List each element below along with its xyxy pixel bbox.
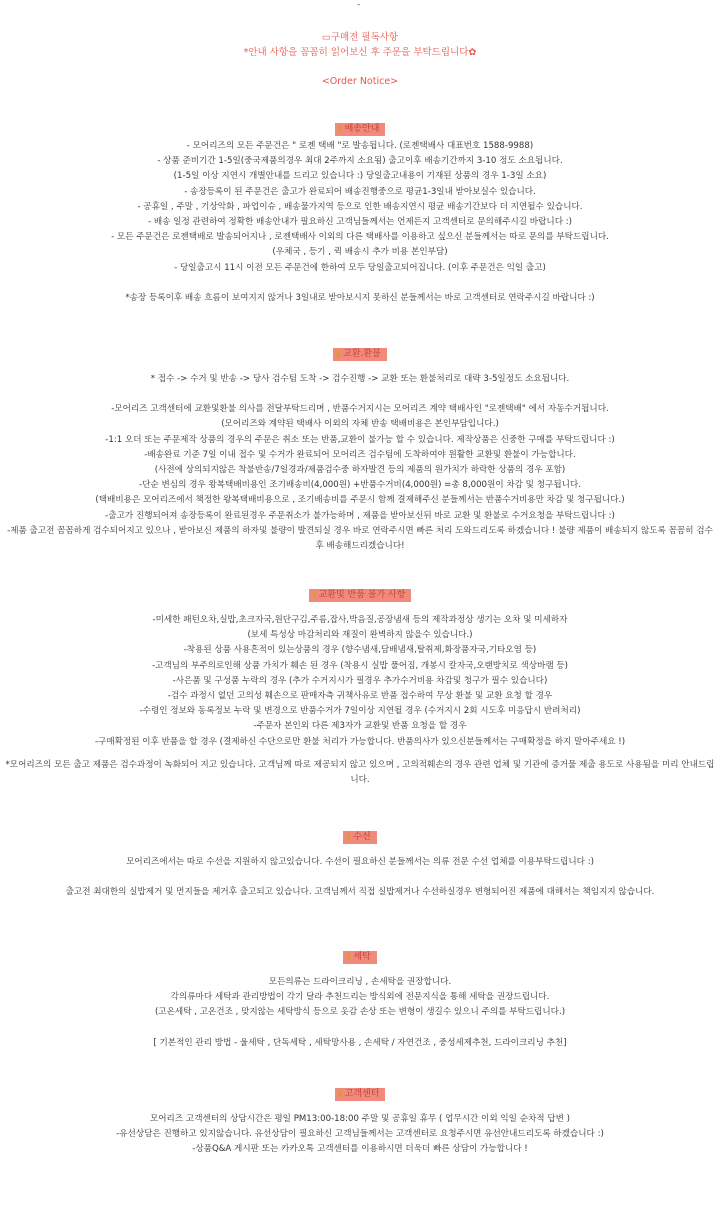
shipping-line: (우체국 , 등기 , 퀵 배송시 추가 비용 본인부담) (272, 247, 448, 258)
exchange-line: (사전에 상의되지않은 착불반송/7일경과/제품검수중 하자발견 등의 제품의 원가치가 하락한 상품의 경우 포함) (154, 465, 566, 476)
customer-center-line: 모어리즈 고객센터의 상담시간은 평일 PM13:00-18:00 주말 및 공휴일 휴무 ( 업무시간 이외 익일 순차적 답변 ) (149, 1114, 571, 1124)
shipping-line: - 상품 준비기간 1-5일(중국제품의경우 최대 2주까지 소요됨) 출고이후 배송기간까지 3-10 정도 소요됩니다. (157, 156, 563, 167)
shipping-heading-label: 배송안내 (344, 124, 380, 134)
laundry-line: 각의류마다 세탁과 관리방법이 각기 달라 추천드리는 방식외에 전문지식을 통해 세탁을 권장드립니다. (170, 992, 550, 1003)
no-exchange-line: -미세한 패턴오차,실밥,초크자국,원단구김,주름,잡사,박음질,공장냄새 등의 제작과정상 생기는 오차 및 미세하자 (152, 615, 568, 625)
customer-center-line: -유선상담은 진행하고 있지않습니다. 유선상담이 필요하신 고객님들께서는 고객센터로 요청주시면 유선안내드리도록 하겠습니다 :) (116, 1129, 604, 1140)
repair-heading-label: 수선 (353, 832, 371, 842)
spacer (0, 750, 720, 758)
exchange-line: -단순 변심의 경우 왕복택배비용인 조기배송비(4,000원) +반품수거비(4,000원) =총 8,000원이 차감 및 청구됩니다. (139, 480, 581, 491)
spacer (0, 364, 720, 372)
laundry-heading (343, 951, 376, 964)
exchange-line: -제품 출고전 꼼꼼하게 검수되어지고 있으나 , 받아보신 제품의 하자및 불량이 발견되실 경우 바로 연락주시면 빠른 처리 도와드리도록 하겠습니다 ! 불량 제품이 배송되지 않도록 꼼꼼히 검수 후 배송해드리겠습니다! (7, 525, 713, 552)
laundry-line: (고온세탁 , 고온건조 , 맞지않는 세탁방식 등으로 옷감 손상 또는 변형이 생길수 있으니 주의를 부탁드립니다.) (154, 1007, 566, 1018)
no-exchange-heading (309, 589, 412, 602)
exchange-heading-label: 교환.환불 (343, 349, 381, 359)
customer-center-line: -상품Q&A 게시판 또는 카카오톡 고객센터를 이용하시면 더욱더 빠른 상담이 가능합니다 ! (192, 1144, 528, 1155)
intro-subtitle: *안내 사항을 꼼꼼히 읽어보신 후 주문을 부탁드립니다✿ (243, 47, 477, 58)
exchange-section (0, 347, 720, 554)
heading-marker-icon (347, 833, 350, 840)
no-exchange-note: *모어리즈의 모든 출고 제품은 검수과정이 녹화되어 지고 있습니다. 고객님께 따로 제공되지 않고 있으며 , 고의적훼손의 경우 관련 업체 및 기관에 증거물 제출 용도로 사용됨을 미리 안내드립니다. (5, 759, 715, 786)
exchange-line: -모어리즈 고객센터에 교환및환불 의사를 전달부탁드리며 , 반품수거지시는 모어리즈 계약 택배사인 "로젠택배" 에서 자동수거됩니다. (111, 404, 609, 415)
shipping-note: *송장 등록이후 배송 흐름이 보여지지 않거나 3일내로 받아보시지 못하신 분들께서는 바로 고객센터로 연락주시길 바랍니다 :) (125, 292, 595, 303)
customer-center-heading (335, 1088, 386, 1101)
exchange-line: -출고가 진행되어져 송장등록이 완료된경우 주문취소가 불가능하며 , 제품을 받아보신뒤 바로 교환 및 환불로 수거요청을 부탁드립니다 :) (105, 510, 615, 521)
spacer (0, 387, 720, 402)
shipping-line: - 당일출고시 11시 이전 모든 주문건에 한하여 모두 당일출고되어집니다. (이후 주문건은 익일 출고) (174, 262, 546, 273)
intro-title: ▭구매전 필독사항 (321, 32, 399, 43)
order-notice-title: <Order Notice> (321, 76, 399, 87)
exchange-line: -1:1 오더 또는 주문제작 상품의 경우의 주문은 취소 또는 반품,교환이 불가능 할 수 있습니다. 제작상품은 신중한 구매를 부탁드립니다 :) (105, 434, 615, 445)
heading-marker-icon (313, 591, 316, 598)
spacer (0, 870, 720, 885)
shipping-line: - 배송 일정 관련하여 정확한 배송안내가 필요하신 고객님들께서는 언제든지 고객센터로 문의해주시길 바랍니다 :) (147, 217, 572, 228)
shipping-line: (1-5일 이상 지연시 개별안내를 드리고 있습니다 :) 당일출고내용이 기재된 상품의 경우 1-3일 소요) (173, 171, 547, 182)
repair-line: 출고전 최대한의 실밥제거 및 먼지들을 제거후 출고되고 있습니다. 고객님께서 직접 실밥제거나 수선하실경우 변형되어진 제품에 대해서는 책임지지 않습니다. (65, 887, 655, 898)
spacer (0, 967, 720, 975)
laundry-section (0, 950, 720, 1051)
spacer (0, 1021, 720, 1036)
spacer (0, 605, 720, 613)
exchange-line: (모어리즈와 계약된 택배사 이외의 자체 반송 택배비용은 본인부담입니다.) (221, 419, 499, 430)
intro-block (0, 30, 720, 89)
top-dash-mark: - (357, 0, 361, 10)
customer-center-heading-label: 고객센터 (344, 1089, 380, 1099)
spacer (0, 1104, 720, 1112)
heading-marker-icon (339, 125, 342, 132)
no-exchange-line: -구매확정된 이후 반품을 할 경우 (결제하신 수단으로만 환불 처리가 가능합니다. 반품의사가 있으신분들께서는 구매확정을 하지 말아주세요 !) (94, 736, 626, 747)
shipping-line: - 공휴일 , 주말 , 기상악화 , 파업이슈 , 배송물가지역 등으로 인한 배송지연시 평균 배송기간보다 더 지연될수 있습니다. (137, 201, 583, 212)
laundry-heading-label: 세탁 (353, 952, 371, 962)
shipping-heading (335, 123, 386, 136)
laundry-line: 모든의류는 드라이크리닝 , 손세탁을 권장합니다. (268, 977, 452, 987)
customer-center-section (0, 1087, 720, 1158)
heading-marker-icon (337, 350, 340, 357)
exchange-heading (333, 348, 387, 361)
no-exchange-line: -검수 과정시 없던 고의성 훼손으로 판매자측 귀책사유로 반품 접수하여 무상 환불 및 교환 요청 할 경우 (167, 691, 553, 702)
shipping-line: - 모든 주문건은 로젠택배로 발송되어지나 , 로젠택배사 이외의 다른 택배사를 이용하고 싶으신 분들께서는 따로 문의를 부탁드립니다. (111, 232, 609, 243)
spacer (0, 847, 720, 855)
repair-section (0, 830, 720, 900)
no-exchange-line: -사은품 및 구성품 누락의 경우 (추가 수거지시가 필경우 추가수거비용 차감및 청구가 필수 있습니다) (172, 675, 548, 686)
shipping-section (0, 122, 720, 306)
spacer (0, 276, 720, 291)
shipping-line: - 송장등록이 된 주문건은 출고가 완료되어 배송진행중으로 평균1-3일내 받아보실수 있습니다. (184, 186, 536, 197)
exchange-line: * 접수 -> 수거 및 반송 -> 당사 검수팀 도착 -> 검수진행 -> 교환 또는 환불처리로 대략 3-5일정도 소요됩니다. (150, 374, 570, 384)
shipping-line: - 모어리즈의 모든 주문건은 " 로젠 택배 "로 발송됩니다. (로젠택배사 대표번호 1588-9988) (186, 141, 534, 151)
laundry-line: [ 기본적인 관리 방법 - 울세탁 , 단독세탁 , 세탁망사용 , 손세탁 / 자연건조 , 중성세제추천, 드라이크리닝 추천] (153, 1037, 567, 1048)
no-exchange-line: -고객님의 부주의로인해 상품 가치가 훼손 된 경우 (착용시 실밥 풀어짐, 개봉시 칼자국,오랜방치로 색상바램 등) (151, 660, 569, 671)
exchange-line: (택배비용은 모어리즈에서 책정한 왕복택배비용으로 , 조기배송비를 주문시 함께 결제해주신 분들께서는 반품수거비용만 차감 및 청구됩니다.) (95, 495, 625, 506)
repair-heading (343, 831, 376, 844)
no-exchange-heading-label: 교환및 반품 불가 사항 (318, 590, 406, 600)
no-exchange-line: -주문자 본인외 다른 제3자가 교환및 반품 요청을 할 경우 (253, 721, 467, 732)
exchange-line: -배송완료 기준 7일 이내 접수 및 수거가 완료되어 모어리즈 검수팀에 도착하여야 원활한 교환및 환불이 가능합니다. (144, 449, 576, 460)
no-exchange-section (0, 588, 720, 788)
heading-marker-icon (347, 953, 350, 960)
no-exchange-line: -수령인 정보와 동록정보 누락 및 변경으로 반품수거가 7일이상 지연될 경우 (수거지시 2회 시도후 미응답시 반려처리) (139, 706, 581, 717)
no-exchange-line: (보세 특성상 마감처리와 재질이 완벽하지 않을수 있습니다.) (247, 630, 473, 641)
heading-marker-icon (339, 1090, 342, 1097)
no-exchange-line: -착용된 상품 사용흔적이 있는상품의 경우 (향수냄새,담배냄새,탈취제,화장품자국,기타오염 등) (183, 645, 537, 656)
repair-line: 모어리즈에서는 따로 수선을 지원하지 않고있습니다. 수선이 필요하신 분들께서는 의류 전문 수선 업체를 이용부탁드립니다 :) (126, 857, 594, 867)
